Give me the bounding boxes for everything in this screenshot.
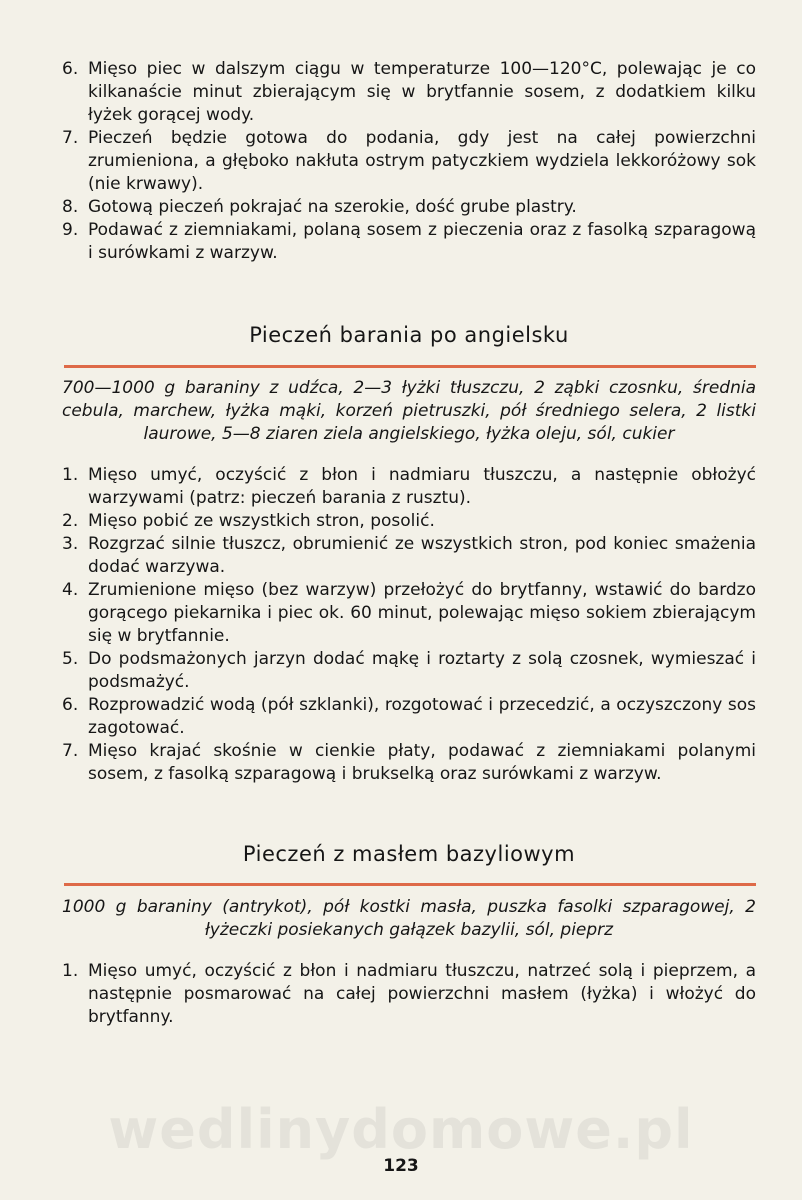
watermark: wedlinydomowe.pl [108, 1098, 694, 1161]
recipe-title: Pieczeń z masłem bazyliowym [242, 842, 576, 866]
list-item [62, 740, 756, 786]
page-content [62, 58, 756, 1029]
list-item [62, 219, 756, 265]
page-number: 123 [383, 1156, 419, 1176]
step-text: Zrumienione mięso (bez warzyw) przełożyć do brytfanny, wstawić do bardzo gorącego piekarnika i piec ok. 60 minut, polewając mięso sokiem zbierającym się w brytfannie. [88, 580, 756, 646]
step-number: 6. [62, 695, 79, 715]
step-text: Mięso pobić ze wszystkich stron, posolić. [88, 511, 435, 531]
step-number: 6. [62, 59, 79, 79]
recipe-step-list [62, 960, 756, 1029]
step-number: 8. [62, 197, 79, 217]
step-number: 1. [62, 961, 79, 981]
step-text: Mięso krajać skośnie w cienkie płaty, podawać z ziemniakami polanymi sosem, z fasolką szparagową i brukselką oraz surówkami z warzyw. [88, 741, 756, 784]
section-divider [64, 365, 756, 368]
recipe-step-list [62, 464, 756, 786]
list-item [62, 510, 756, 533]
list-item [62, 464, 756, 510]
step-number: 1. [62, 465, 79, 485]
step-text: Rozgrzać silnie tłuszcz, obrumienić ze wszystkich stron, pod koniec smażenia dodać warzywa. [88, 534, 756, 577]
step-number: 9. [62, 220, 79, 240]
step-text: Pieczeń będzie gotowa do podania, gdy jest na całej powierzchni zrumieniona, a głęboko nakłuta ostrym patyczkiem wydziela lekkoróżowy sok (nie krwawy). [88, 128, 756, 194]
step-number: 7. [62, 741, 79, 761]
step-number: 5. [62, 649, 79, 669]
list-item [62, 960, 756, 1029]
list-item [62, 579, 756, 648]
intro-step-list [62, 58, 756, 265]
step-text: Mięso umyć, oczyścić z błon i nadmiaru tłuszczu, natrzeć solą i pieprzem, a następnie posmarować na całej powierzchni masłem (łyżka) i włożyć do brytfanny. [88, 961, 756, 1027]
section-divider [64, 883, 756, 886]
step-text: Do podsmażonych jarzyn dodać mąkę i roztarty z solą czosnek, wymieszać i podsmażyć. [88, 649, 756, 692]
step-number: 7. [62, 128, 79, 148]
list-item [62, 648, 756, 694]
list-item [62, 127, 756, 196]
step-text: Rozprowadzić wodą (pół szklanki), rozgotować i przecedzić, a oczyszczony sos zagotować. [88, 695, 756, 738]
step-text: Mięso piec w dalszym ciągu w temperaturze 100—120°C, polewając je co kilkanaście minut zbierającym się w brytfannie sosem, z dodatkiem kilku łyżek gorącej wody. [88, 59, 756, 125]
step-number: 3. [62, 534, 79, 554]
step-text: Mięso umyć, oczyścić z błon i nadmiaru tłuszczu, a następnie obłożyć warzywami (patrz: pieczeń barania z rusztu). [88, 465, 756, 508]
list-item [62, 196, 756, 219]
ingredients-list: 1000 g baraniny (antrykot), pół kostki masła, puszka fasolki szparagowej, 2 łyżeczki posiekanych gałązek bazylii, sól, pieprz [62, 897, 756, 940]
ingredients-list: 700—1000 g baraniny z udźca, 2—3 łyżki tłuszczu, 2 ząbki czosnku, średnia cebula, marchew, łyżka mąki, korzeń pietruszki, pół średniego selera, 2 listki laurowe, 5—8 ziaren ziela angielskiego, łyżka oleju, sól, cukier [62, 378, 756, 444]
recipe-title: Pieczeń barania po angielsku [249, 323, 569, 347]
step-text: Podawać z ziemniakami, polaną sosem z pieczenia oraz z fasolką szparagową i surówkami z warzyw. [88, 220, 756, 263]
list-item [62, 533, 756, 579]
step-number: 2. [62, 511, 79, 531]
step-number: 4. [62, 580, 79, 600]
list-item [62, 58, 756, 127]
step-text: Gotową pieczeń pokrajać na szerokie, dość grube plastry. [88, 197, 577, 217]
list-item [62, 694, 756, 740]
